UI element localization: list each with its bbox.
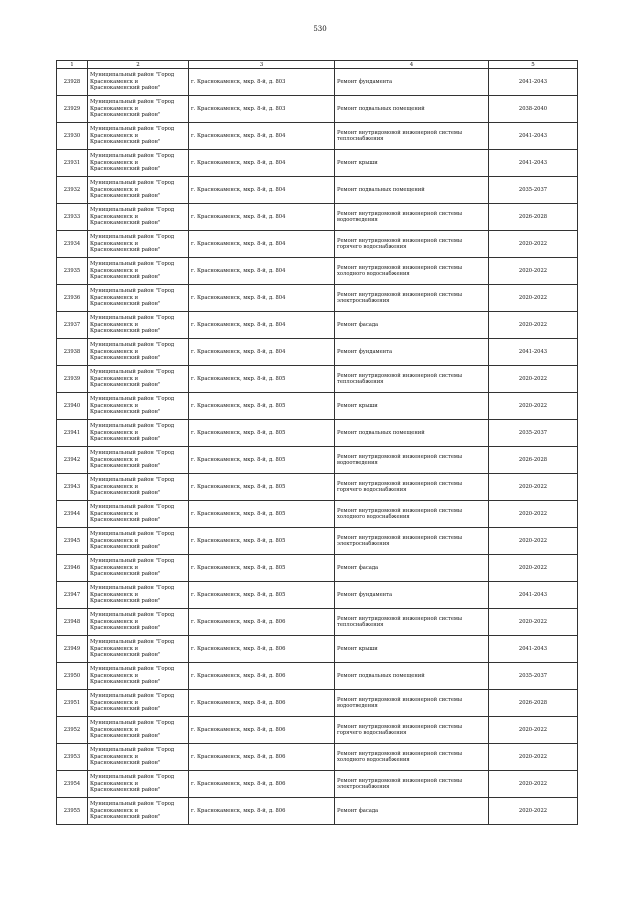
row-number-cell: 23944	[57, 501, 88, 528]
municipality-cell: Муниципальный район "Город Краснокаменск и Краснокаменский район"	[88, 204, 189, 231]
table-row	[57, 636, 578, 663]
table-row	[57, 312, 578, 339]
table-row	[57, 258, 578, 285]
municipality-cell: Муниципальный район "Город Краснокаменск и Краснокаменский район"	[88, 528, 189, 555]
municipality-cell: Муниципальный район "Город Краснокаменск и Краснокаменский район"	[88, 744, 189, 771]
municipality-cell: Муниципальный район "Город Краснокаменск и Краснокаменский район"	[88, 285, 189, 312]
period-cell: 2035-2037	[489, 420, 578, 447]
table-body	[57, 69, 578, 825]
period-cell: 2041-2043	[489, 69, 578, 96]
municipality-cell: Муниципальный район "Город Краснокаменск и Краснокаменский район"	[88, 312, 189, 339]
table-header	[57, 61, 578, 69]
work-type-cell: Ремонт внутридомовой инженерной системы электроснабжения	[335, 285, 489, 312]
row-number-cell: 23952	[57, 717, 88, 744]
work-type-cell: Ремонт внутридомовой инженерной системы горячего водоснабжения	[335, 717, 489, 744]
address-cell: г. Краснокаменск, мкр. 8-й, д. 805	[189, 366, 335, 393]
period-cell: 2020-2022	[489, 258, 578, 285]
municipality-cell: Муниципальный район "Город Краснокаменск и Краснокаменский район"	[88, 366, 189, 393]
work-type-cell: Ремонт внутридомовой инженерной системы водоотведения	[335, 204, 489, 231]
work-type-cell: Ремонт фундамента	[335, 339, 489, 366]
row-number-cell: 23953	[57, 744, 88, 771]
address-cell: г. Краснокаменск, мкр. 8-й, д. 806	[189, 717, 335, 744]
work-type-cell: Ремонт внутридомовой инженерной системы электроснабжения	[335, 528, 489, 555]
work-type-cell: Ремонт фундамента	[335, 69, 489, 96]
municipality-cell: Муниципальный район "Город Краснокаменск и Краснокаменский район"	[88, 258, 189, 285]
municipality-cell: Муниципальный район "Город Краснокаменск и Краснокаменский район"	[88, 393, 189, 420]
municipality-cell: Муниципальный район "Город Краснокаменск и Краснокаменский район"	[88, 123, 189, 150]
table-row	[57, 204, 578, 231]
work-type-cell: Ремонт фасада	[335, 312, 489, 339]
period-cell: 2041-2043	[489, 636, 578, 663]
work-type-cell: Ремонт внутридомовой инженерной системы горячего водоснабжения	[335, 474, 489, 501]
row-number-cell: 23950	[57, 663, 88, 690]
header-row	[57, 61, 578, 69]
address-cell: г. Краснокаменск, мкр. 8-й, д. 806	[189, 609, 335, 636]
table-row	[57, 420, 578, 447]
table-row	[57, 582, 578, 609]
address-cell: г. Краснокаменск, мкр. 8-й, д. 805	[189, 528, 335, 555]
table-row	[57, 609, 578, 636]
period-cell: 2020-2022	[489, 285, 578, 312]
table-row	[57, 231, 578, 258]
row-number-cell: 23945	[57, 528, 88, 555]
municipality-cell: Муниципальный район "Город Краснокаменск и Краснокаменский район"	[88, 798, 189, 825]
row-number-cell: 23935	[57, 258, 88, 285]
table-row	[57, 474, 578, 501]
period-cell: 2020-2022	[489, 393, 578, 420]
period-cell: 2020-2022	[489, 771, 578, 798]
address-cell: г. Краснокаменск, мкр. 8-й, д. 805	[189, 447, 335, 474]
work-type-cell: Ремонт внутридомовой инженерной системы холодного водоснабжения	[335, 744, 489, 771]
address-cell: г. Краснокаменск, мкр. 8-й, д. 806	[189, 690, 335, 717]
work-type-cell: Ремонт подвальных помещений	[335, 96, 489, 123]
work-type-cell: Ремонт крыши	[335, 393, 489, 420]
period-cell: 2020-2022	[489, 798, 578, 825]
table-row	[57, 744, 578, 771]
table-row	[57, 528, 578, 555]
address-cell: г. Краснокаменск, мкр. 8-й, д. 805	[189, 555, 335, 582]
work-type-cell: Ремонт подвальных помещений	[335, 663, 489, 690]
table-row	[57, 555, 578, 582]
address-cell: г. Краснокаменск, мкр. 8-й, д. 804	[189, 339, 335, 366]
period-cell: 2041-2043	[489, 150, 578, 177]
table-row	[57, 123, 578, 150]
period-cell: 2026-2028	[489, 204, 578, 231]
address-cell: г. Краснокаменск, мкр. 8-й, д. 805	[189, 501, 335, 528]
table-row	[57, 717, 578, 744]
table-row	[57, 69, 578, 96]
municipality-cell: Муниципальный район "Город Краснокаменск и Краснокаменский район"	[88, 555, 189, 582]
work-type-cell: Ремонт внутридомовой инженерной системы водоотведения	[335, 690, 489, 717]
header-col-4: 4	[335, 61, 489, 69]
period-cell: 2020-2022	[489, 231, 578, 258]
municipality-cell: Муниципальный район "Город Краснокаменск и Краснокаменский район"	[88, 609, 189, 636]
table-row	[57, 690, 578, 717]
row-number-cell: 23949	[57, 636, 88, 663]
row-number-cell: 23942	[57, 447, 88, 474]
address-cell: г. Краснокаменск, мкр. 8-й, д. 804	[189, 285, 335, 312]
row-number-cell: 23955	[57, 798, 88, 825]
row-number-cell: 23928	[57, 69, 88, 96]
work-type-cell: Ремонт внутридомовой инженерной системы электроснабжения	[335, 771, 489, 798]
table-row	[57, 798, 578, 825]
row-number-cell: 23938	[57, 339, 88, 366]
header-col-5: 5	[489, 61, 578, 69]
row-number-cell: 23931	[57, 150, 88, 177]
address-cell: г. Краснокаменск, мкр. 8-й, д. 805	[189, 393, 335, 420]
municipality-cell: Муниципальный район "Город Краснокаменск и Краснокаменский район"	[88, 447, 189, 474]
table-row	[57, 663, 578, 690]
work-type-cell: Ремонт подвальных помещений	[335, 177, 489, 204]
address-cell: г. Краснокаменск, мкр. 8-й, д. 804	[189, 150, 335, 177]
work-type-cell: Ремонт фундамента	[335, 582, 489, 609]
row-number-cell: 23929	[57, 96, 88, 123]
row-number-cell: 23936	[57, 285, 88, 312]
period-cell: 2020-2022	[489, 609, 578, 636]
table-row	[57, 501, 578, 528]
header-col-3: 3	[189, 61, 335, 69]
work-type-cell: Ремонт внутридомовой инженерной системы теплоснабжения	[335, 366, 489, 393]
period-cell: 2020-2022	[489, 744, 578, 771]
period-cell: 2020-2022	[489, 501, 578, 528]
address-cell: г. Краснокаменск, мкр. 8-й, д. 806	[189, 771, 335, 798]
row-number-cell: 23940	[57, 393, 88, 420]
address-cell: г. Краснокаменск, мкр. 8-й, д. 806	[189, 636, 335, 663]
work-type-cell: Ремонт внутридомовой инженерной системы горячего водоснабжения	[335, 231, 489, 258]
municipality-cell: Муниципальный район "Город Краснокаменск и Краснокаменский район"	[88, 420, 189, 447]
row-number-cell: 23947	[57, 582, 88, 609]
row-number-cell: 23954	[57, 771, 88, 798]
table-row	[57, 339, 578, 366]
table-row	[57, 366, 578, 393]
period-cell: 2041-2043	[489, 123, 578, 150]
work-type-cell: Ремонт внутридомовой инженерной системы теплоснабжения	[335, 123, 489, 150]
municipality-cell: Муниципальный район "Город Краснокаменск и Краснокаменский район"	[88, 96, 189, 123]
municipality-cell: Муниципальный район "Город Краснокаменск и Краснокаменский район"	[88, 231, 189, 258]
address-cell: г. Краснокаменск, мкр. 8-й, д. 805	[189, 582, 335, 609]
municipality-cell: Муниципальный район "Город Краснокаменск и Краснокаменский район"	[88, 69, 189, 96]
municipality-cell: Муниципальный район "Город Краснокаменск и Краснокаменский район"	[88, 717, 189, 744]
row-number-cell: 23932	[57, 177, 88, 204]
page-number: 530	[313, 25, 327, 33]
header-col-2: 2	[88, 61, 189, 69]
municipality-cell: Муниципальный район "Город Краснокаменск и Краснокаменский район"	[88, 501, 189, 528]
municipality-cell: Муниципальный район "Город Краснокаменск и Краснокаменский район"	[88, 150, 189, 177]
work-type-cell: Ремонт подвальных помещений	[335, 420, 489, 447]
municipality-cell: Муниципальный район "Город Краснокаменск и Краснокаменский район"	[88, 177, 189, 204]
capital-repair-table	[56, 60, 578, 825]
work-type-cell: Ремонт внутридомовой инженерной системы холодного водоснабжения	[335, 501, 489, 528]
table-row	[57, 447, 578, 474]
row-number-cell: 23941	[57, 420, 88, 447]
table-row	[57, 285, 578, 312]
table-row	[57, 177, 578, 204]
work-type-cell: Ремонт фасада	[335, 555, 489, 582]
row-number-cell: 23937	[57, 312, 88, 339]
address-cell: г. Краснокаменск, мкр. 8-й, д. 803	[189, 69, 335, 96]
period-cell: 2020-2022	[489, 528, 578, 555]
row-number-cell: 23933	[57, 204, 88, 231]
municipality-cell: Муниципальный район "Город Краснокаменск и Краснокаменский район"	[88, 690, 189, 717]
work-type-cell: Ремонт внутридомовой инженерной системы теплоснабжения	[335, 609, 489, 636]
address-cell: г. Краснокаменск, мкр. 8-й, д. 806	[189, 744, 335, 771]
address-cell: г. Краснокаменск, мкр. 8-й, д. 804	[189, 123, 335, 150]
work-type-cell: Ремонт внутридомовой инженерной системы водоотведения	[335, 447, 489, 474]
address-cell: г. Краснокаменск, мкр. 8-й, д. 804	[189, 312, 335, 339]
address-cell: г. Краснокаменск, мкр. 8-й, д. 806	[189, 663, 335, 690]
header-col-1: 1	[57, 61, 88, 69]
row-number-cell: 23946	[57, 555, 88, 582]
table-row	[57, 96, 578, 123]
address-cell: г. Краснокаменск, мкр. 8-й, д. 804	[189, 177, 335, 204]
row-number-cell: 23930	[57, 123, 88, 150]
period-cell: 2035-2037	[489, 177, 578, 204]
period-cell: 2020-2022	[489, 555, 578, 582]
row-number-cell: 23934	[57, 231, 88, 258]
table-row	[57, 150, 578, 177]
period-cell: 2020-2022	[489, 312, 578, 339]
work-type-cell: Ремонт крыши	[335, 150, 489, 177]
municipality-cell: Муниципальный район "Город Краснокаменск и Краснокаменский район"	[88, 663, 189, 690]
address-cell: г. Краснокаменск, мкр. 8-й, д. 804	[189, 231, 335, 258]
row-number-cell: 23951	[57, 690, 88, 717]
address-cell: г. Краснокаменск, мкр. 8-й, д. 806	[189, 798, 335, 825]
address-cell: г. Краснокаменск, мкр. 8-й, д. 805	[189, 474, 335, 501]
municipality-cell: Муниципальный район "Город Краснокаменск и Краснокаменский район"	[88, 636, 189, 663]
period-cell: 2038-2040	[489, 96, 578, 123]
period-cell: 2020-2022	[489, 474, 578, 501]
period-cell: 2020-2022	[489, 366, 578, 393]
municipality-cell: Муниципальный район "Город Краснокаменск и Краснокаменский район"	[88, 474, 189, 501]
municipality-cell: Муниципальный район "Город Краснокаменск и Краснокаменский район"	[88, 771, 189, 798]
row-number-cell: 23939	[57, 366, 88, 393]
period-cell: 2020-2022	[489, 717, 578, 744]
table-row	[57, 771, 578, 798]
work-type-cell: Ремонт внутридомовой инженерной системы холодного водоснабжения	[335, 258, 489, 285]
address-cell: г. Краснокаменск, мкр. 8-й, д. 804	[189, 258, 335, 285]
period-cell: 2041-2043	[489, 339, 578, 366]
row-number-cell: 23948	[57, 609, 88, 636]
address-cell: г. Краснокаменск, мкр. 8-й, д. 804	[189, 204, 335, 231]
work-type-cell: Ремонт фасада	[335, 798, 489, 825]
address-cell: г. Краснокаменск, мкр. 8-й, д. 805	[189, 420, 335, 447]
address-cell: г. Краснокаменск, мкр. 8-й, д. 803	[189, 96, 335, 123]
period-cell: 2041-2043	[489, 582, 578, 609]
municipality-cell: Муниципальный район "Город Краснокаменск и Краснокаменский район"	[88, 582, 189, 609]
municipality-cell: Муниципальный район "Город Краснокаменск и Краснокаменский район"	[88, 339, 189, 366]
period-cell: 2035-2037	[489, 663, 578, 690]
work-type-cell: Ремонт крыши	[335, 636, 489, 663]
period-cell: 2026-2028	[489, 447, 578, 474]
row-number-cell: 23943	[57, 474, 88, 501]
table-row	[57, 393, 578, 420]
period-cell: 2026-2028	[489, 690, 578, 717]
